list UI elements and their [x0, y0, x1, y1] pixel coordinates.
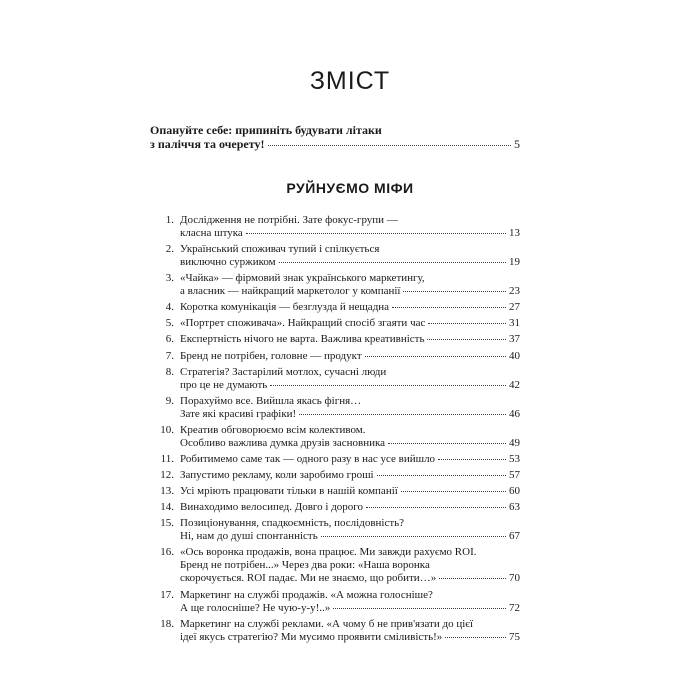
toc-entry-line: Порахуймо все. Вийшла якась фігня… [180, 394, 362, 407]
intro-line-2: з паліччя та очерету! [150, 137, 265, 151]
toc-list [150, 214, 520, 647]
toc-entry-last-line [180, 227, 520, 240]
toc-entry-content [180, 350, 520, 363]
toc-entry [150, 453, 520, 466]
toc-entry-line: Робитимемо саме так — одного разу в нас усе вийшло [180, 452, 436, 465]
dot-leader [299, 413, 506, 415]
toc-entry-page-number: 57 [509, 469, 520, 482]
toc-entry [150, 424, 520, 450]
toc-entry-page-number: 46 [509, 407, 520, 420]
toc-entry-content [180, 517, 520, 543]
toc-entry-number: 17. [160, 588, 174, 601]
toc-entry-number: 12. [160, 469, 174, 482]
toc-entry-page-number: 49 [509, 436, 520, 449]
toc-entry-page-number: 60 [509, 485, 520, 498]
toc-entry-line: Особливо важлива думка друзів засновника [180, 436, 386, 449]
toc-entry-line: Український споживач тупий і спілкується [180, 243, 380, 256]
toc-entry-last-line [180, 572, 520, 585]
toc-entry-content [180, 317, 520, 330]
dot-leader [428, 322, 506, 324]
toc-entry-line: Бренд не потрібен...» Через два роки: «Наша воронка [180, 559, 430, 572]
toc-entry-content [180, 469, 520, 482]
dot-leader [427, 338, 506, 340]
toc-entry [150, 501, 520, 514]
toc-entry-number: 11. [160, 452, 174, 465]
toc-entry-last-line [180, 501, 520, 514]
dot-leader [401, 490, 506, 492]
toc-entry-line: Усі мріють працювати тільки в нашій компанії [180, 485, 398, 498]
page-title: ЗМІСТ [309, 67, 391, 95]
toc-entry-content [180, 243, 520, 269]
toc-entry-line: Ні, нам до душі спонтанність [180, 530, 318, 543]
toc-entry-line: Зате які красиві графіки! [180, 407, 297, 420]
toc-entry [150, 485, 520, 498]
toc-entry-page-number: 31 [509, 317, 520, 330]
toc-entry-last-line [180, 485, 520, 498]
toc-entry-content [180, 214, 520, 240]
toc-entry-last-line [180, 350, 520, 363]
toc-entry-number: 14. [160, 501, 174, 514]
toc-entry-content [180, 485, 520, 498]
toc-entry-page-number: 70 [509, 572, 520, 585]
toc-entry [150, 618, 520, 644]
toc-entry-line: Стратегія? Застарілий мотлох, сучасні люди [180, 365, 387, 378]
dot-leader [439, 577, 506, 579]
toc-entry-content [180, 501, 520, 514]
toc-entry-line: Маркетинг на службі продажів. «А можна голосніше? [180, 588, 433, 601]
dot-leader [403, 290, 506, 292]
toc-entry [150, 301, 520, 314]
dot-leader [377, 474, 506, 476]
toc-entry-content [180, 546, 520, 585]
toc-entry-last-line [180, 285, 520, 298]
toc-entry-page-number: 40 [509, 349, 520, 362]
intro-page-number: 5 [514, 137, 520, 151]
dot-leader [365, 355, 506, 357]
toc-entry [150, 366, 520, 392]
dot-leader [438, 458, 506, 460]
toc-entry-last-line [180, 256, 520, 269]
toc-entry-line: ідеї якусь стратегію? Ми мусимо проявити сміливість!» [180, 630, 443, 643]
toc-entry [150, 546, 520, 585]
toc-entry-page-number: 42 [509, 378, 520, 391]
toc-entry-number: 6. [165, 333, 174, 346]
toc-entry-last-line [180, 530, 520, 543]
toc-entry-last-line [180, 408, 520, 421]
toc-entry-content [180, 366, 520, 392]
toc-entry-line: Винаходимо велосипед. Довго і дорого [180, 501, 364, 514]
toc-entry-page-number: 72 [509, 601, 520, 614]
toc-entry-number: 15. [160, 517, 174, 530]
dot-leader [445, 636, 506, 638]
toc-entry-content [180, 272, 520, 298]
toc-entry-content [180, 589, 520, 615]
toc-entry-line: скорочується. ROI падає. Ми не знаємо, що робити…» [180, 572, 437, 585]
toc-entry [150, 517, 520, 543]
dot-leader [392, 306, 506, 308]
toc-entry-line: про це не думають [180, 378, 268, 391]
toc-entry-number: 18. [160, 617, 174, 630]
toc-entry-line: Запустимо рекламу, коли заробимо гроші [180, 469, 374, 482]
toc-entry [150, 317, 520, 330]
dot-leader [270, 384, 506, 386]
toc-entry-line: Коротка комунікація — безглузда й нещадна [180, 301, 390, 314]
toc-entry-page-number: 13 [509, 227, 520, 239]
toc-entry-last-line [180, 317, 520, 330]
toc-entry-line: класна штука [180, 227, 243, 239]
dot-leader [388, 442, 506, 444]
toc-entry [150, 469, 520, 482]
toc-entry-line: виключно суржиком [180, 256, 276, 269]
dot-leader [268, 144, 512, 146]
toc-entry-line: «Портрет споживача». Найкращий спосіб згаяти час [180, 317, 426, 330]
toc-entry-last-line [180, 453, 520, 466]
toc-entry-number: 16. [160, 546, 174, 559]
intro-line-1: Опануйте себе: припиніть будувати літаки [150, 123, 382, 137]
toc-entry-number: 3. [165, 272, 174, 285]
toc-entry [150, 333, 520, 346]
toc-entry-content [180, 395, 520, 421]
toc-entry-last-line [180, 301, 520, 314]
toc-entry-last-line [180, 437, 520, 450]
section-title: РУЙНУЄМО МІФИ [286, 180, 414, 196]
intro-entry [150, 123, 520, 151]
toc-entry-line: Позиціонування, спадкоємність, послідовність? [180, 517, 405, 530]
intro-line-2-row [150, 137, 520, 151]
toc-entry [150, 350, 520, 363]
toc-entry-content [180, 301, 520, 314]
toc-entry-last-line [180, 602, 520, 615]
toc-entry-number: 2. [165, 243, 174, 256]
toc-entry-page-number: 75 [509, 630, 520, 643]
toc-entry-page-number: 27 [509, 301, 520, 314]
toc-entry [150, 243, 520, 269]
toc-entry-line: «Чайка» — фірмовий знак українського маркетингу, [180, 272, 425, 285]
toc-entry-line: а власник — найкращий маркетолог у компанії [180, 285, 401, 298]
toc-entry-last-line [180, 469, 520, 482]
toc-entry-line: Маркетинг на службі реклами. «А чому б не прив'язати до цієї [180, 617, 474, 630]
toc-entry-number: 1. [165, 214, 174, 226]
dot-leader [279, 261, 506, 263]
toc-entry [150, 395, 520, 421]
dot-leader [246, 232, 506, 234]
toc-entry-line: «Ось воронка продажів, вона працює. Ми завжди рахуємо ROI. [180, 546, 477, 559]
toc-entry [150, 272, 520, 298]
toc-entry-content [180, 618, 520, 644]
toc-entry-number: 4. [165, 301, 174, 314]
toc-entry-content [180, 333, 520, 346]
toc-entry-number: 8. [165, 365, 174, 378]
toc-entry-line: А ще голосніше? Не чую-у-у!..» [180, 601, 331, 614]
toc-entry-number: 9. [165, 394, 174, 407]
toc-entry-page-number: 67 [509, 530, 520, 543]
toc-entry-last-line [180, 333, 520, 346]
dot-leader [321, 535, 506, 537]
dot-leader [366, 506, 506, 508]
toc-entry-number: 5. [165, 317, 174, 330]
toc-entry-line: Експертність нічого не варта. Важлива креативність [180, 333, 425, 346]
toc-entry-page-number: 63 [509, 501, 520, 514]
toc-entry-page-number: 23 [509, 285, 520, 298]
toc-entry-content [180, 424, 520, 450]
toc-entry-line: Дослідження не потрібні. Зате фокус-групи — [180, 214, 398, 226]
toc-entry-number: 13. [160, 485, 174, 498]
toc-entry-last-line [180, 631, 520, 644]
toc-entry-page-number: 53 [509, 452, 520, 465]
toc-entry-last-line [180, 379, 520, 392]
toc-entry [150, 589, 520, 615]
dot-leader [333, 607, 506, 609]
toc-entry-line: Креатив обговорюємо всім колективом. [180, 423, 366, 436]
toc-entry-page-number: 19 [509, 256, 520, 269]
toc-entry-number: 7. [165, 349, 174, 362]
toc-entry [150, 214, 520, 240]
toc-entry-number: 10. [160, 423, 174, 436]
toc-entry-page-number: 37 [509, 333, 520, 346]
toc-entry-line: Бренд не потрібен, головне — продукт [180, 349, 362, 362]
toc-entry-content [180, 453, 520, 466]
